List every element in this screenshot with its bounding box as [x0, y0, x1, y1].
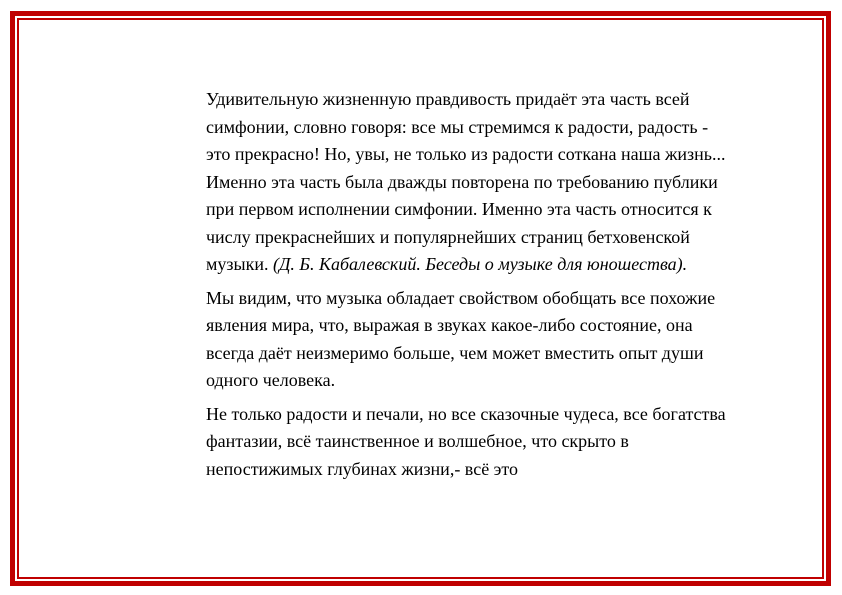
- paragraph-2: Мы видим, что музыка обладает свойством обобщать все похожие явления мира, что, выражая в звуках какое-либо состояние, она всегда даёт неизмеримо больше, чем может вместить опыт души одного человека.: [206, 287, 716, 390]
- paragraph-1-text: Удивительную жизненную правдивость придаёт эта часть всей симфонии, словно говоря: все мы стремимся к радости, радость - это прекрасно! Но, увы, не только из радости соткана наша жизнь...: [206, 89, 726, 164]
- paragraph-1-continuation: Именно эта часть была дважды повторена по требованию публики при первом исполнении симфонии. Именно эта часть относится к числу прекраснейших и популярнейших страниц бетховенской музыки.: [206, 171, 718, 274]
- paragraph-1: [206, 86, 736, 279]
- paragraph-3: Не только радости и печали, но все сказочные чудеса, все богатства фантазии, всё таинственное и волшебное, что скрыто в непостижимых глубинах жизни,- всё это: [206, 403, 726, 479]
- body-text: [206, 86, 736, 489]
- citation: (Д. Б. Кабалевский. Беседы о музыке для юношества).: [272, 254, 688, 274]
